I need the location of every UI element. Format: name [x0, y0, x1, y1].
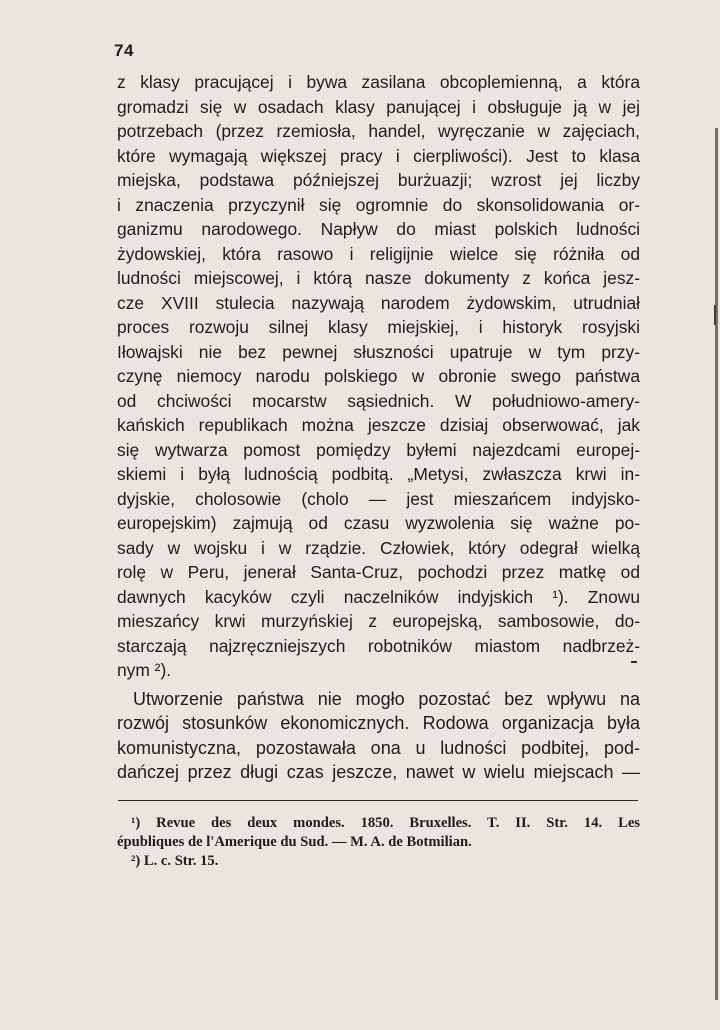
text-line: ludności miejscowej, i którą nasze dokumenty z końca jesz- [117, 268, 640, 288]
text-line: dawnych kacyków czyli naczelników indyjskich ¹). Znowu [117, 586, 640, 607]
footnote-1-line-1: ¹) Revue des deux mondes. 1850. Bruxelles. T. II. Str. 14. Les [131, 815, 640, 831]
text-line: ganizmu narodowego. Napływ do miast polskich ludności [117, 219, 640, 239]
footnote-divider [118, 800, 638, 801]
paragraph-2 [117, 687, 640, 785]
text-line: rozwój stosunków ekonomicznych. Rodowa organizacja była [117, 713, 640, 733]
text-line: żydowskiej, która rasowo i religijnie wielce się różniła od [117, 243, 640, 264]
text-line: kańskich republikach można jeszcze dzisiaj obserwować, jak [117, 415, 640, 435]
text-line: dańczej przez długi czas jeszcze, nawet w wielu miejscach — [117, 762, 640, 782]
text-line: cze XVIII stulecia nazywają narodem żydowskim, utrudniał [117, 292, 640, 313]
text-line: komunistyczna, pozostawała ona u ludności podbitej, pod- [117, 737, 640, 758]
text-line: potrzebach (przez rzemiosła, handel, wyręczanie w zajęciach, [117, 121, 640, 141]
text-line: miejska, podstawa późniejszej burżuazji; wzrost jej liczby [117, 170, 640, 190]
text-line: nym ²). [117, 660, 172, 680]
text-line: rolę w Peru, jenerał Santa-Cruz, pochodzi przez matkę od [117, 562, 640, 582]
footnotes [117, 814, 640, 871]
text-line: które wymagają większej pracy i cierpliwości). Jest to klasa [117, 145, 640, 166]
text-line: Iłowajski nie bez pewnej słuszności upatruje w tym przy- [117, 341, 640, 362]
paragraph-1 [117, 70, 640, 683]
text-line: mieszańcy krwi murzyńskiej z europejską, sambosowie, do- [117, 611, 640, 631]
text-line: skiemi i byłą ludnością podbitą. „Metysi, zwłaszcza krwi in- [117, 464, 640, 484]
text-line: i znaczenia przyczynił się ogromnie do skonsolidowania or- [117, 194, 640, 215]
page-number: 74 [114, 41, 134, 60]
text-line: europejskim) zajmują od czasu wyzwolenia się ważne po- [117, 513, 640, 533]
text-line: się wytwarza pomost pomiędzy byłemi najezdcami europej- [117, 439, 640, 460]
text-line: Utworzenie państwa nie mogło pozostać bez wpływu na [133, 688, 640, 709]
text-line: z klasy pracującej i bywa zasilana obcoplemienną, a która [117, 72, 640, 92]
text-line: proces rozwoju silnej klasy miejskiej, i historyk rosyjski [117, 317, 640, 337]
text-line: od chciwości mocarstw sąsiednich. W południowo-amery- [117, 390, 640, 411]
main-text [117, 70, 640, 785]
text-line: dyjskie, cholosowie (cholo — jest mieszańcem indyjsko- [117, 488, 640, 509]
footnote-2: ²) L. c. Str. 15. [131, 853, 219, 869]
footnote-1-line-2: épubliques de l'Amerique du Sud. — M. A. de Botmilian. [117, 834, 472, 850]
text-line: czynę niemocy narodu polskiego w obronie swego państwa [117, 366, 640, 386]
page-edge-mark [714, 305, 716, 325]
text-line: sady w wojsku i w rządzie. Człowiek, który odegrał wielką [117, 537, 640, 558]
text-line: starczają najzręczniejszych robotników miastom nadbrzeż- [117, 635, 640, 656]
text-line: gromadzi się w osadach klasy panującej i obsługuje ją w jej [117, 96, 640, 117]
print-mark [631, 661, 637, 663]
page-edge-shadow [715, 128, 718, 1000]
